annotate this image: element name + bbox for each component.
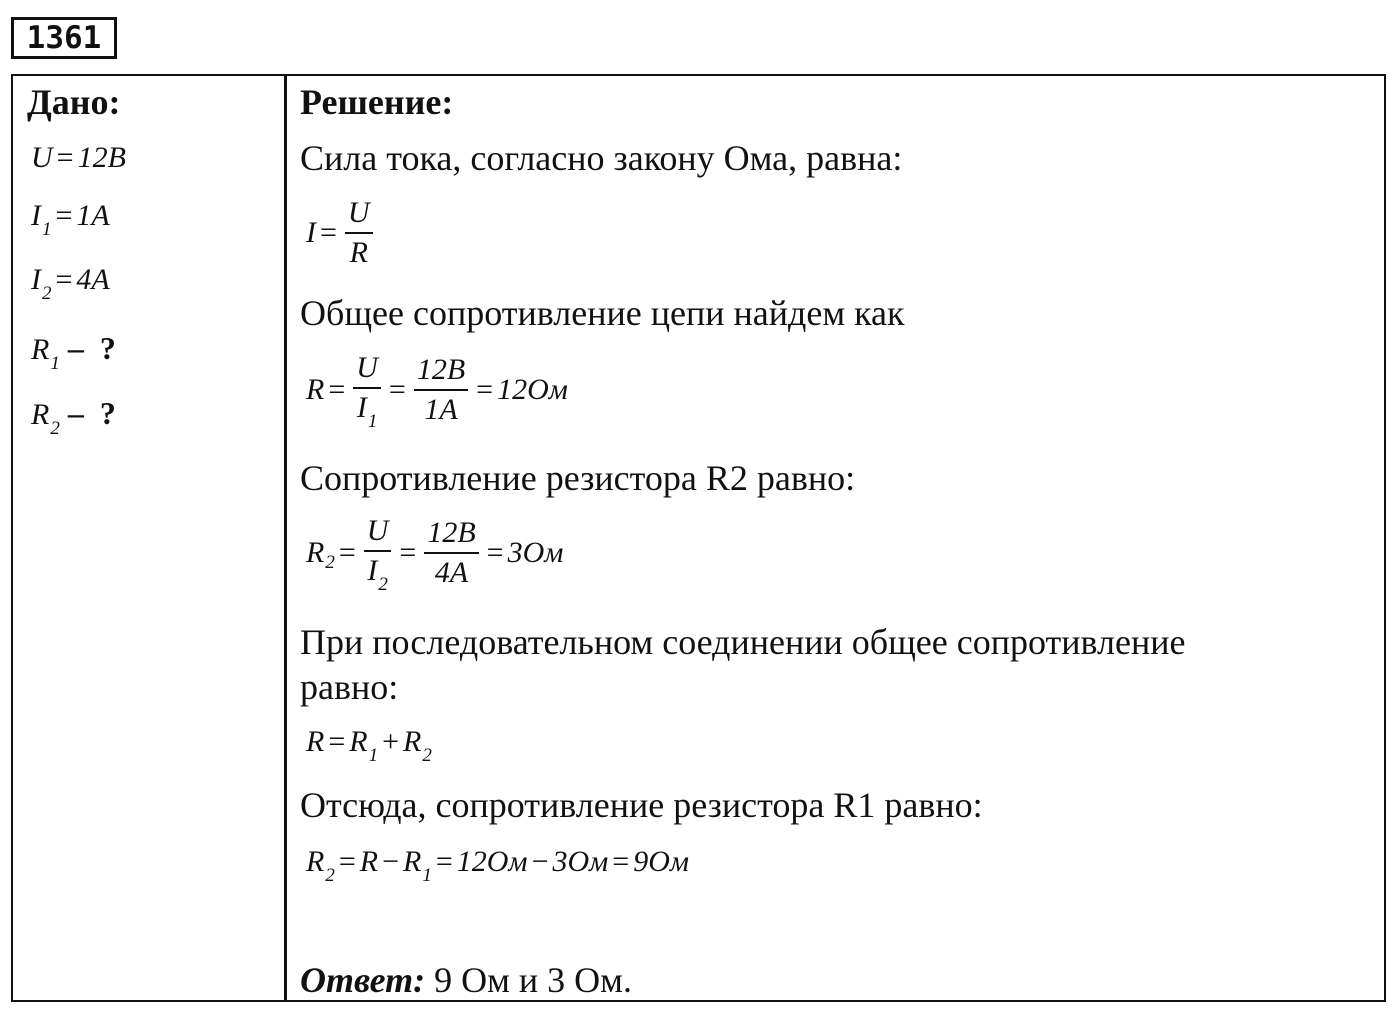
answer-text: 9 Ом и 3 Ом.	[425, 960, 632, 1000]
formula-r-difference: $R_2 = R - R_1 = 12Ом - 3Ом = 9Ом$	[306, 845, 690, 886]
given-voltage: U = 12B	[31, 141, 126, 174]
formula-ohms-law: I = $\frac{U}{R}$	[306, 196, 377, 270]
solution-paragraph-2: Общее сопротивление цепи найдем как	[300, 293, 905, 333]
problem-number: 1361	[11, 17, 117, 59]
solution-paragraph-1: Сила тока, согласно закону Ома, равна:	[300, 138, 903, 178]
formula-total-resistance: R = $\frac{U}{I_1}$ = $\frac{12B}{1A}$ = 12Ом	[306, 351, 568, 432]
solution-paragraph-3: Сопротивление резистора R2 равно:	[300, 458, 856, 498]
answer	[300, 958, 632, 1002]
unknown-r2: $R_2$ – ?	[31, 395, 116, 439]
column-divider	[284, 74, 287, 1002]
unknown-r1: $R_1$ – ?	[31, 330, 116, 374]
given-current-2: $I_2 = 4A$	[31, 263, 110, 304]
solution-paragraph-4-line-1: При последовательном соединении общее сопротивление	[300, 622, 1186, 662]
formula-r2: R 2 = $\frac{U}{I_2}$ = $\frac{12B}{4A}$ = 3Ом	[306, 514, 564, 595]
formula-series-resistance: $R = R_1 + R_2$	[306, 725, 432, 766]
given-heading: Дано:	[27, 82, 121, 122]
solution-table-frame	[11, 74, 1386, 1002]
solution-paragraph-5: Отсюда, сопротивление резистора R1 равно:	[300, 785, 983, 825]
solution-paragraph-4-line-2: равно:	[300, 667, 399, 707]
answer-label: Ответ:	[300, 960, 426, 1000]
solution-heading: Решение:	[300, 82, 454, 122]
given-current-1: $I_1 = 1A$	[31, 199, 110, 240]
